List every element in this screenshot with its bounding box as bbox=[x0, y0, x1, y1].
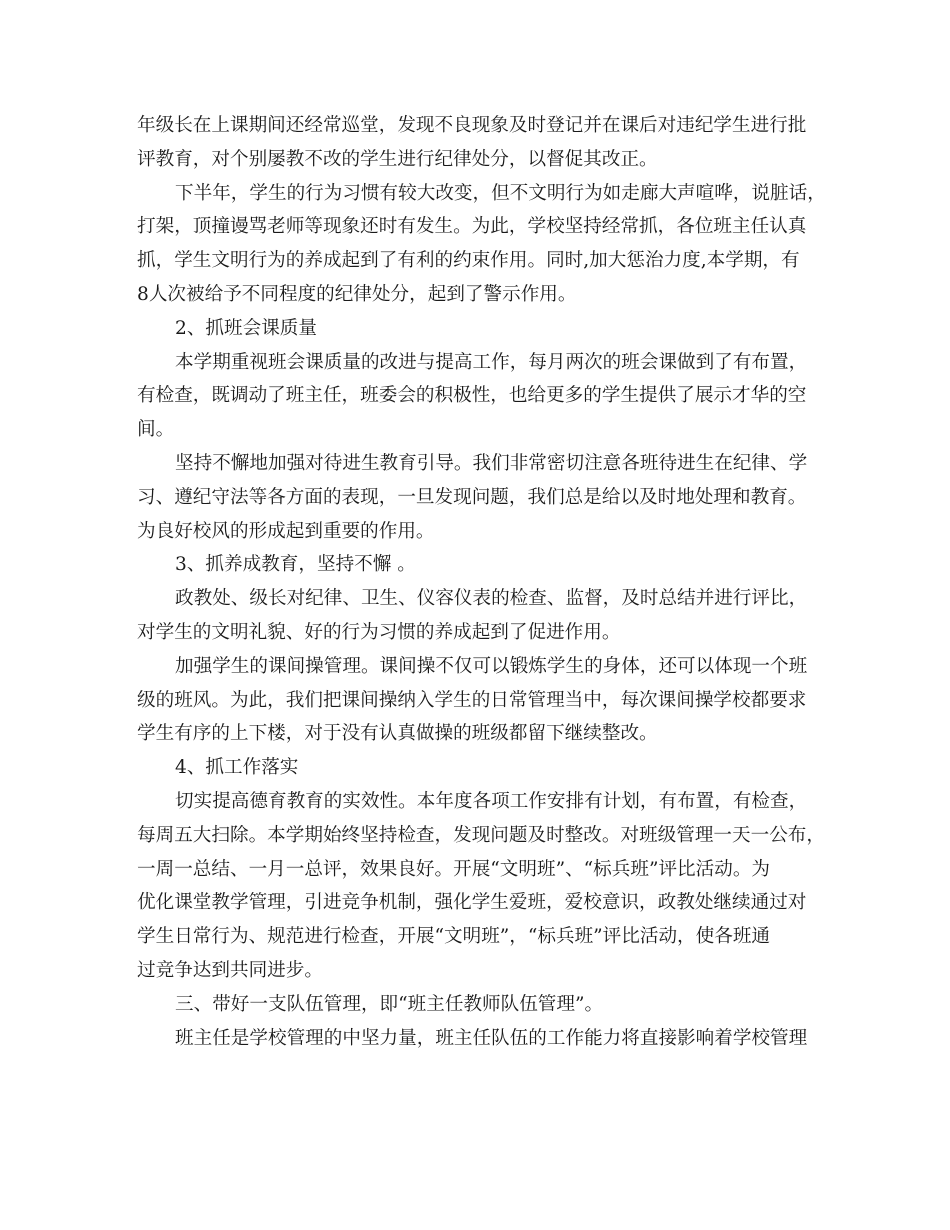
text-line: 班主任是学校管理的中坚力量，班主任队伍的工作能力将直接影响着学校管理 bbox=[175, 1027, 808, 1049]
text-line: 8人次被给予不同程度的纪律处分，起到了警示作用。 bbox=[137, 283, 577, 305]
text-line: 抓，学生文明行为的养成起到了有利的约束作用。同时,加大惩治力度,本学期，有 bbox=[137, 250, 800, 272]
text-line: 4、抓工作落实 bbox=[175, 757, 299, 779]
text-line: 加强学生的课间操管理。课间操不仅可以锻炼学生的身体，还可以体现一个班 bbox=[175, 655, 808, 677]
text-line: 三、带好一支队伍管理，即“班主任教师队伍管理”。 bbox=[175, 993, 604, 1015]
text-line: 优化课堂教学管理，引进竞争机制，强化学生爱班，爱校意识，政教处继续通过对 bbox=[137, 892, 807, 914]
text-line: 打架，顶撞谩骂老师等现象还时有发生。为此，学校坚持经常抓，各位班主任认真 bbox=[137, 216, 807, 238]
text-line: 年级长在上课期间还经常巡堂，发现不良现象及时登记并在课后对违纪学生进行批 bbox=[137, 115, 807, 136]
text-line: 过竞争达到共同进步。 bbox=[137, 959, 323, 981]
text-line: 每周五大扫除。本学期始终坚持检查，发现问题及时整改。对班级管理一天一公布， bbox=[137, 824, 825, 846]
text-line: 评教育，对个别屡教不改的学生进行纪律处分，以督促其改正。 bbox=[137, 148, 658, 170]
document-body bbox=[137, 109, 827, 1055]
text-line: 级的班风。为此，我们把课间操纳入学生的日常管理当中，每次课间操学校都要求 bbox=[137, 689, 807, 711]
text-line: 一周一总结、一月一总评，效果良好。开展“文明班”、“标兵班”评比活动。为 bbox=[137, 858, 771, 880]
text-line: 切实提高德育教育的实效性。本年度各项工作安排有计划，有布置，有检查， bbox=[175, 790, 808, 812]
text-line: 为良好校风的形成起到重要的作用。 bbox=[137, 520, 435, 542]
text-line: 间。 bbox=[137, 419, 175, 441]
text-line: 学生有序的上下楼，对于没有认真做操的班级都留下继续整改。 bbox=[137, 723, 658, 745]
text-line: 2、抓班会课质量 bbox=[175, 317, 317, 339]
text-line: 学生日常行为、规范进行检查，开展“文明班”，“标兵班”评比活动，使各班通 bbox=[137, 926, 771, 948]
text-line: 3、抓养成教育，坚持不懈 。 bbox=[175, 554, 416, 576]
text-line: 习、遵纪守法等各方面的表现，一旦发现问题，我们总是给以及时地处理和教育。 bbox=[137, 486, 807, 508]
text-line: 本学期重视班会课质量的改进与提高工作，每月两次的班会课做到了有布置， bbox=[175, 351, 808, 373]
text-line: 坚持不懈地加强对待进生教育引导。我们非常密切注意各班待进生在纪律、学 bbox=[175, 452, 808, 474]
text-line: 政教处、级长对纪律、卫生、仪容仪表的检查、监督，及时总结并进行评比， bbox=[175, 588, 808, 610]
text-line: 下半年，学生的行为习惯有较大改变，但不文明行为如走廊大声喧哗，说脏话， bbox=[175, 182, 826, 204]
text-line: 对学生的文明礼貌、好的行为习惯的养成起到了促进作用。 bbox=[137, 621, 621, 643]
text-line: 有检查，既调动了班主任，班委会的积极性，也给更多的学生提供了展示才华的空 bbox=[137, 385, 807, 407]
